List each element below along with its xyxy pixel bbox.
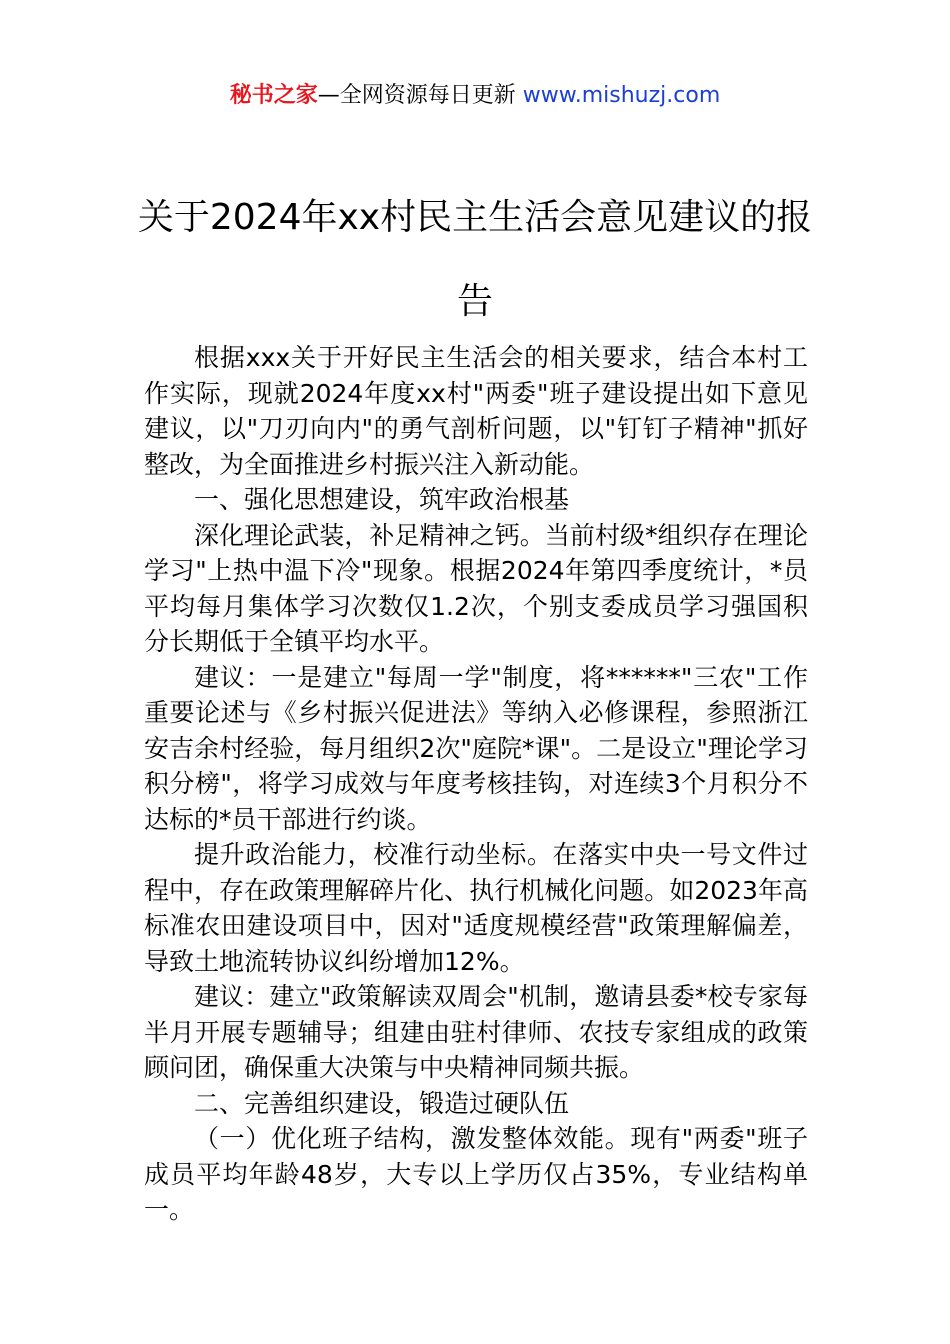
suggestion-paragraph: 建议：一是建立"每周一学"制度，将******"三农"工作重要论述与《乡村振兴促进法》等纳入必修课程，参照浙江安吉余村经验，每月组织2次"庭院*课"。二是设立"理论学习积分榜"，将学习成效与年度考核挂钩，对连续3个月积分不达标的*员干部进行约谈。 (144, 662, 808, 834)
body-paragraph: 提升政治能力，校准行动坐标。在落实中央一号文件过程中，存在政策理解碎片化、执行机械化问题。如2023年高标准农田建设项目中，因对"适度规模经营"政策理解偏差，导致土地流转协议纠纷增加12%。 (144, 840, 808, 976)
site-header (0, 80, 950, 112)
intro-paragraph: 根据xxx关于开好民主生活会的相关要求，结合本村工作实际，现就2024年度xx村"两委"班子建设提出如下意见建议，以"刀刃向内"的勇气剖析问题，以"钉钉子精神"抓好整改，为全面推进乡村振兴注入新动能。 (144, 343, 808, 479)
site-slogan: —全网资源每日更新 (317, 83, 523, 108)
section-heading-2: 二、完善组织建设，锻造过硬队伍 (194, 1088, 570, 1118)
document-body (144, 340, 808, 1228)
body-paragraph: （一）优化班子结构，激发整体效能。现有"两委"班子成员平均年龄48岁，大专以上学历仅占35%，专业结构单一。 (144, 1124, 808, 1224)
site-brand: 秘书之家 (229, 83, 318, 108)
section-heading-1: 一、强化思想建设，筑牢政治根基 (194, 485, 570, 514)
document-title: 关于2024年xx村民主生活会意见建议的报告 (137, 197, 813, 322)
site-url[interactable]: www.mishuzj.com (522, 83, 721, 108)
suggestion-paragraph: 建议：建立"政策解读双周会"机制，邀请县委*校专家每半月开展专题辅导；组建由驻村律师、农技专家组成的政策顾问团，确保重大决策与中央精神同频共振。 (144, 982, 808, 1082)
body-paragraph: 深化理论武装，补足精神之钙。当前村级*组织存在理论学习"上热中温下冷"现象。根据2024年第四季度统计，*员平均每月集体学习次数仅1.2次，个别支委成员学习强国积分长期低于全镇平均水平。 (144, 520, 808, 656)
